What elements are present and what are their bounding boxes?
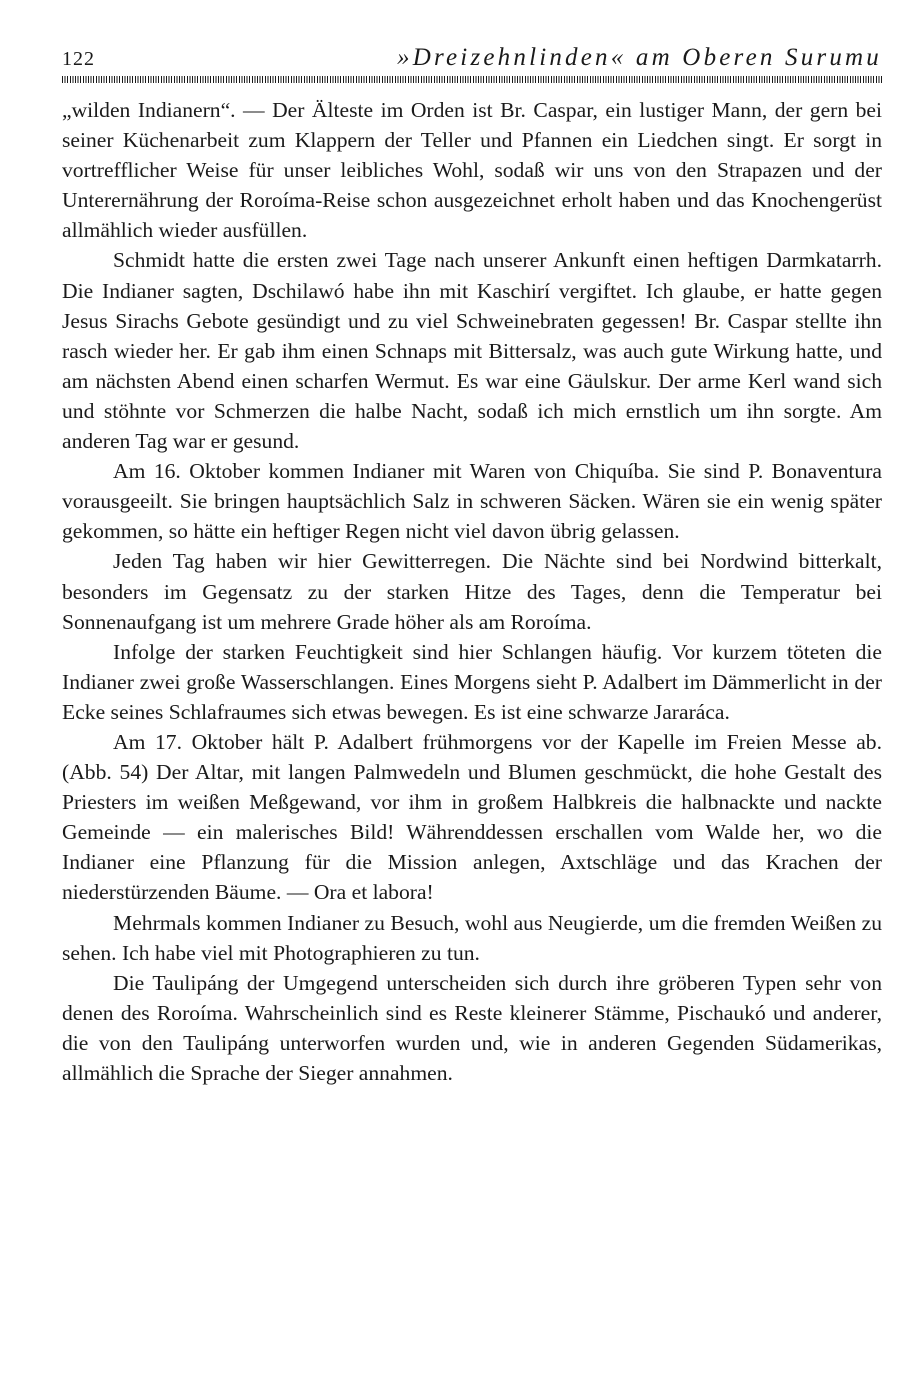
book-page (62, 44, 882, 1088)
paragraph-6: Am 17. Oktober hält P. Adalbert frühmorgens vor der Kapelle im Freien Messe ab. (Abb. 54) Der Altar, mit langen Palmwedeln und Blumen geschmückt, die hohe Gestalt des Priesters im weißen Meßgewand, vor ihm in großem Halbkreis die halbnackte und nackte Gemeinde — ein malerisches Bild! Währenddessen erschallen vom Walde her, wo die Indianer eine Pflanzung für die Mission anlegen, Axtschläge und das Krachen der niederstürzenden Bäume. — Ora et labora! (62, 729, 882, 905)
page-number: 122 (62, 48, 95, 70)
paragraph-1: „wilden Indianern“. — Der Älteste im Orden ist Br. Caspar, ein lustiger Mann, der gern bei seiner Küchenarbeit zum Klappern der Teller und Pfannen ein Liedchen singt. Er sorgt in vortrefflicher Weise für unser leibliches Wohl, sodaß wir uns von den Strapazen und der Unterernährung der Roroíma-Reise schon ausgezeichnet erholt haben und das Knochengerüst allmählich wieder ausfüllen. (62, 98, 882, 243)
page-header (62, 44, 882, 74)
paragraph-7: Mehrmals kommen Indianer zu Besuch, wohl aus Neugierde, um die fremden Weißen zu sehen. Ich habe viel mit Photographieren zu tun. (62, 910, 882, 965)
paragraph-5: Infolge der starken Feuchtigkeit sind hier Schlangen häufig. Vor kurzem töteten die Indianer zwei große Wasserschlangen. Eines Morgens sieht P. Adalbert im Dämmerlicht in der Ecke seines Schlafraumes sich etwas bewegen. Es ist eine schwarze Jararáca. (62, 639, 882, 724)
paragraph-8: Die Taulipáng der Umgegend unterscheiden sich durch ihre gröberen Typen sehr von denen des Roroíma. Wahrscheinlich sind es Reste kleinerer Stämme, Pischaukó und anderer, die von den Taulipáng unterworfen wurden und, wie in anderen Gegenden Südamerikas, allmählich die Sprache der Sieger annahmen. (62, 970, 882, 1085)
body-text (62, 95, 882, 1088)
header-rule (62, 76, 882, 83)
running-title: »Dreizehnlinden« am Oberen Surumu (397, 44, 882, 71)
paragraph-4: Jeden Tag haben wir hier Gewitterregen. Die Nächte sind bei Nordwind bitterkalt, besonders im Gegensatz zu der starken Hitze des Tages, denn die Temperatur bei Sonnenaufgang ist um mehrere Grade höher als am Roroíma. (62, 549, 882, 634)
paragraph-3: Am 16. Oktober kommen Indianer mit Waren von Chiquíba. Sie sind P. Bonaventura vorausgeeilt. Sie bringen hauptsächlich Salz in schweren Säcken. Wären sie ein wenig später gekommen, so hätte ein heftiger Regen nicht viel davon übrig gelassen. (62, 459, 882, 544)
paragraph-2: Schmidt hatte die ersten zwei Tage nach unserer Ankunft einen heftigen Darmkatarrh. Die Indianer sagten, Dschilawó habe ihn mit Kaschirí vergiftet. Ich glaube, er hatte gegen Jesus Sirachs Gebote gesündigt und zu viel Schweinebraten gegessen! Br. Caspar stellte ihn rasch wieder her. Er gab ihm einen Schnaps mit Bittersalz, was auch gute Wirkung hatte, und am nächsten Abend einen scharfen Wermut. Es war eine Gäulskur. Der arme Kerl wand sich und stöhnte vor Schmerzen die halbe Nacht, sodaß ich mich ernstlich um ihn sorgte. Am anderen Tag war er gesund. (62, 248, 882, 454)
